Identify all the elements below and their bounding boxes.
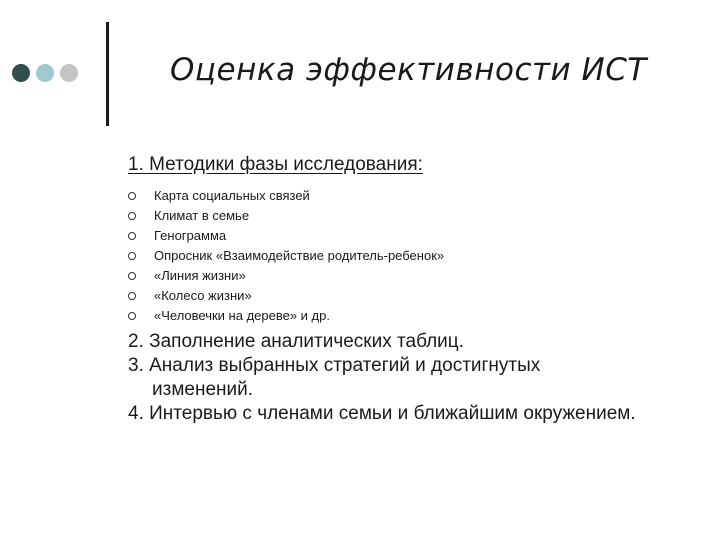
circle-bullet-icon [128,192,136,200]
list-item: Опросник «Взаимодействие родитель-ребенок» [128,246,708,266]
circle-bullet-icon [128,292,136,300]
section-heading: 1. Методики фазы исследования: [128,154,423,175]
step-3-line-1: 3. Анализ выбранных стратегий и достигнутых [128,355,541,376]
list-item: «Линия жизни» [128,266,708,286]
circle-bullet-icon [128,232,136,240]
step-3 [128,354,708,402]
dot-dark [12,64,30,82]
methods-list [128,186,708,326]
slide-content [128,154,708,426]
dot-gray [60,64,78,82]
decorative-dots [12,64,78,82]
list-item: Генограмма [128,226,708,246]
step-4: 4. Интервью с членами семьи и ближайшим окружением. [128,403,636,424]
list-item: Карта социальных связей [128,186,708,206]
circle-bullet-icon [128,252,136,260]
list-item: Климат в семье [128,206,708,226]
step-3-line-2: изменений. [152,379,254,400]
slide-title: Оценка эффективности ИСТ [170,52,647,88]
circle-bullet-icon [128,212,136,220]
list-item: «Колесо жизни» [128,286,708,306]
circle-bullet-icon [128,272,136,280]
dot-teal [36,64,54,82]
step-2: 2. Заполнение аналитических таблиц. [128,331,464,352]
vertical-divider [106,22,109,126]
circle-bullet-icon [128,312,136,320]
list-item: «Человечки на дереве» и др. [128,306,708,326]
